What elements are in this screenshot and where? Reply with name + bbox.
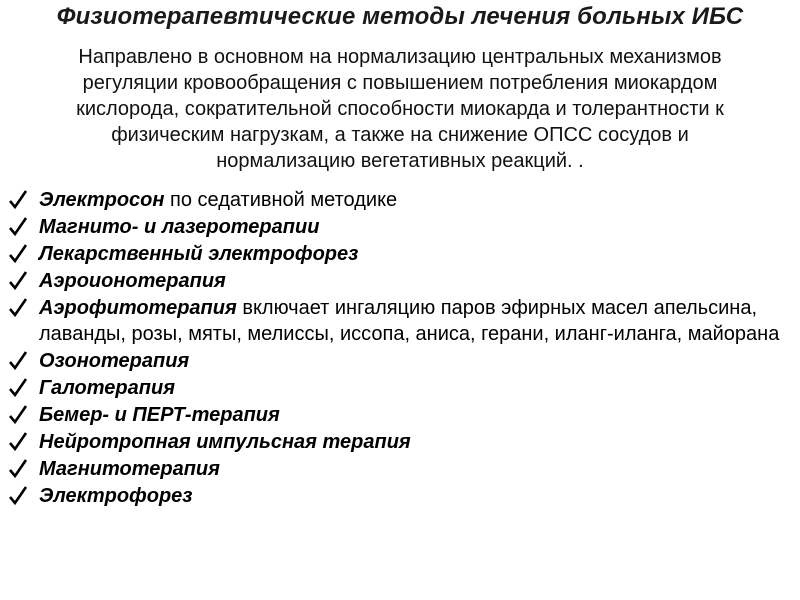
methods-list — [9, 187, 789, 510]
item-label: Магнитотерапия — [39, 458, 220, 480]
list-item — [9, 456, 789, 482]
checkmark-icon — [9, 405, 27, 425]
item-label: Электросон — [39, 189, 165, 211]
checkmark-icon — [9, 190, 27, 210]
item-label: Нейротропная импульсная терапия — [39, 431, 411, 453]
intro-paragraph — [40, 44, 760, 174]
item-note: включает ингаляцию паров эфирных масел апельсина, лаванды, розы, мяты, мелиссы, иссопа, аниса, герани, иланг-иланга, майорана — [39, 297, 780, 345]
list-item — [9, 268, 789, 294]
item-note: по седативной методике — [164, 189, 398, 211]
checkmark-icon — [9, 271, 27, 291]
intro-line: физическим нагрузкам, а также на снижение ОПСС сосудов и — [111, 124, 689, 146]
list-item — [9, 375, 789, 401]
item-label: Лекарственный электрофорез — [39, 243, 359, 265]
list-item — [9, 187, 789, 213]
item-label: Озонотерапия — [39, 350, 190, 372]
item-label: Аэроионотерапия — [39, 270, 226, 292]
checkmark-icon — [9, 217, 27, 237]
checkmark-icon — [9, 298, 27, 318]
item-label: Бемер- и ПЕРТ-терапия — [39, 404, 280, 426]
intro-line: кислорода, сократительной способности миокарда и толерантности к — [76, 98, 724, 120]
list-item — [9, 295, 789, 347]
item-label: Электрофорез — [39, 485, 193, 507]
list-item — [9, 348, 789, 374]
checkmark-icon — [9, 378, 27, 398]
checkmark-icon — [9, 244, 27, 264]
checkmark-icon — [9, 459, 27, 479]
list-item — [9, 214, 789, 240]
checkmark-icon — [9, 432, 27, 452]
list-item — [9, 241, 789, 267]
page-title: Физиотерапевтические методы лечения больных ИБС — [56, 3, 744, 30]
item-label: Галотерапия — [39, 377, 175, 399]
intro-line: регуляции кровообращения с повышением потребления миокардом — [82, 72, 718, 94]
intro-line: Направлено в основном на нормализацию центральных механизмов — [78, 46, 722, 68]
intro-line: нормализацию вегетативных реакций. . — [216, 150, 584, 172]
item-label: Аэрофитотерапия — [39, 297, 237, 319]
list-item — [9, 483, 789, 509]
list-item — [9, 429, 789, 455]
item-label: Магнито- и лазеротерапии — [39, 216, 320, 238]
checkmark-icon — [9, 351, 27, 371]
list-item — [9, 402, 789, 428]
checkmark-icon — [9, 486, 27, 506]
